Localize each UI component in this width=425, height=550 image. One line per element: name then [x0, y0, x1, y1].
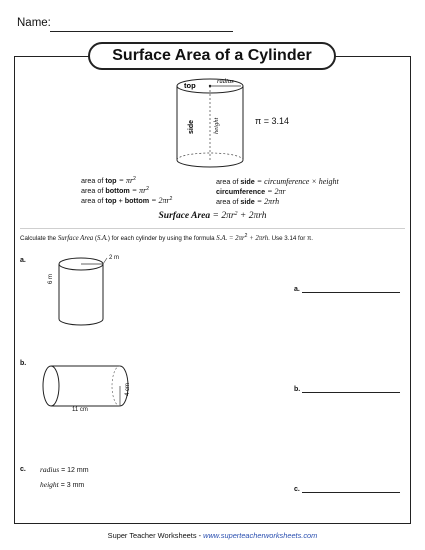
exponent: 2 [169, 196, 173, 202]
formula-term: circumference [216, 187, 266, 196]
problem-b-radius: 4 cm [125, 382, 131, 396]
answer-b-letter: b. [294, 386, 301, 393]
cylinder-a-outline [59, 264, 103, 325]
answer-c-line[interactable] [302, 492, 400, 493]
formula-text: area of [216, 177, 239, 186]
instructions-term: S.A. [96, 235, 108, 242]
formula-text: area of [81, 176, 104, 185]
problem-a-radius: 2 m [109, 255, 120, 261]
answer-b-line[interactable] [302, 392, 400, 393]
section-divider [20, 228, 405, 229]
formula-expression: = 2πr [212, 211, 235, 221]
instructions-term: Surface Area [57, 235, 94, 242]
problem-b-letter: b. [20, 360, 27, 367]
instructions [20, 233, 313, 242]
problem-a-cylinder [44, 252, 114, 332]
formula-side-area [216, 177, 339, 186]
instructions-formula: + 2πrh [247, 235, 269, 242]
formula-text: area of [216, 197, 239, 206]
given-value: = 12 mm [59, 467, 89, 474]
radius-label: radius [217, 78, 234, 85]
answer-a-letter: a. [294, 286, 300, 293]
formula-expression: = 2πr [151, 196, 170, 205]
formula-expression: = circumference × height [256, 177, 339, 186]
formula-bottom-area [81, 185, 149, 195]
problem-a-letter: a. [20, 257, 26, 264]
page-title: Surface Area of a Cylinder [88, 42, 336, 70]
formula-expression: + 2πrh [237, 211, 267, 221]
name-label: Name: [17, 17, 51, 29]
surface-area-label: Surface Area [158, 211, 211, 221]
name-input-line[interactable] [50, 31, 233, 32]
formula-term: side [240, 197, 255, 206]
exponent: 2 [244, 233, 248, 239]
formula-term: bottom [105, 186, 130, 195]
given-value: = 3 mm [58, 482, 85, 489]
height-label: height [213, 117, 220, 134]
instructions-text: . Use 3.14 for π. [268, 235, 313, 242]
problem-c-letter: c. [20, 466, 26, 473]
problem-c-height [40, 480, 84, 489]
formula-term: top [105, 196, 117, 205]
formula-top-area [81, 175, 136, 185]
cylinder-b-end [43, 366, 59, 406]
footer-site-link[interactable]: www.superteacherworksheets.com [203, 531, 318, 540]
formula-term: side [240, 177, 255, 186]
instructions-text: ) for each cylinder by using the formula [107, 235, 217, 242]
formula-expression: = πr [118, 176, 134, 185]
cylinder-diagram [170, 74, 250, 170]
top-label: top [184, 81, 196, 90]
formula-text: area of [81, 186, 104, 195]
answer-c-letter: c. [294, 486, 300, 493]
instructions-formula: S.A. = 2πr [216, 235, 245, 242]
exponent: 2 [146, 186, 150, 192]
cylinder-b-hidden-edge [112, 366, 120, 406]
side-label: side [188, 119, 195, 134]
formula-text: area of [81, 196, 104, 205]
given-label: height [40, 480, 59, 489]
cylinder-a-leader [103, 258, 107, 264]
problem-b-cylinder [40, 364, 135, 409]
cylinder-b-outline [51, 366, 128, 406]
formula-expression: = 2πr [267, 187, 286, 196]
top-center-dot [209, 85, 211, 87]
problem-b-height: 11 cm [72, 407, 88, 413]
formula-side-area-2 [216, 197, 279, 206]
given-label: radius [40, 465, 60, 474]
formula-top-bottom-area [81, 195, 172, 205]
exponent: 2 [234, 211, 238, 217]
problem-c-radius [40, 465, 89, 474]
answer-a-line[interactable] [302, 292, 400, 293]
exponent: 2 [133, 176, 136, 182]
surface-area-formula [0, 211, 425, 221]
formula-text: + [118, 196, 123, 205]
instructions-text: Calculate the [20, 235, 58, 242]
formula-term: top [105, 176, 117, 185]
formula-expression: = πr [131, 186, 147, 195]
footer-brand: Super Teacher Worksheets - [107, 531, 204, 540]
problem-a-height: 6 m [48, 273, 54, 284]
instructions-text: ( [93, 235, 97, 242]
formula-term: bottom [124, 196, 150, 205]
formula-circumference [216, 187, 286, 196]
pi-value: π = 3.14 [255, 116, 289, 126]
formula-expression: = 2πrh [256, 197, 280, 206]
footer [0, 531, 425, 540]
